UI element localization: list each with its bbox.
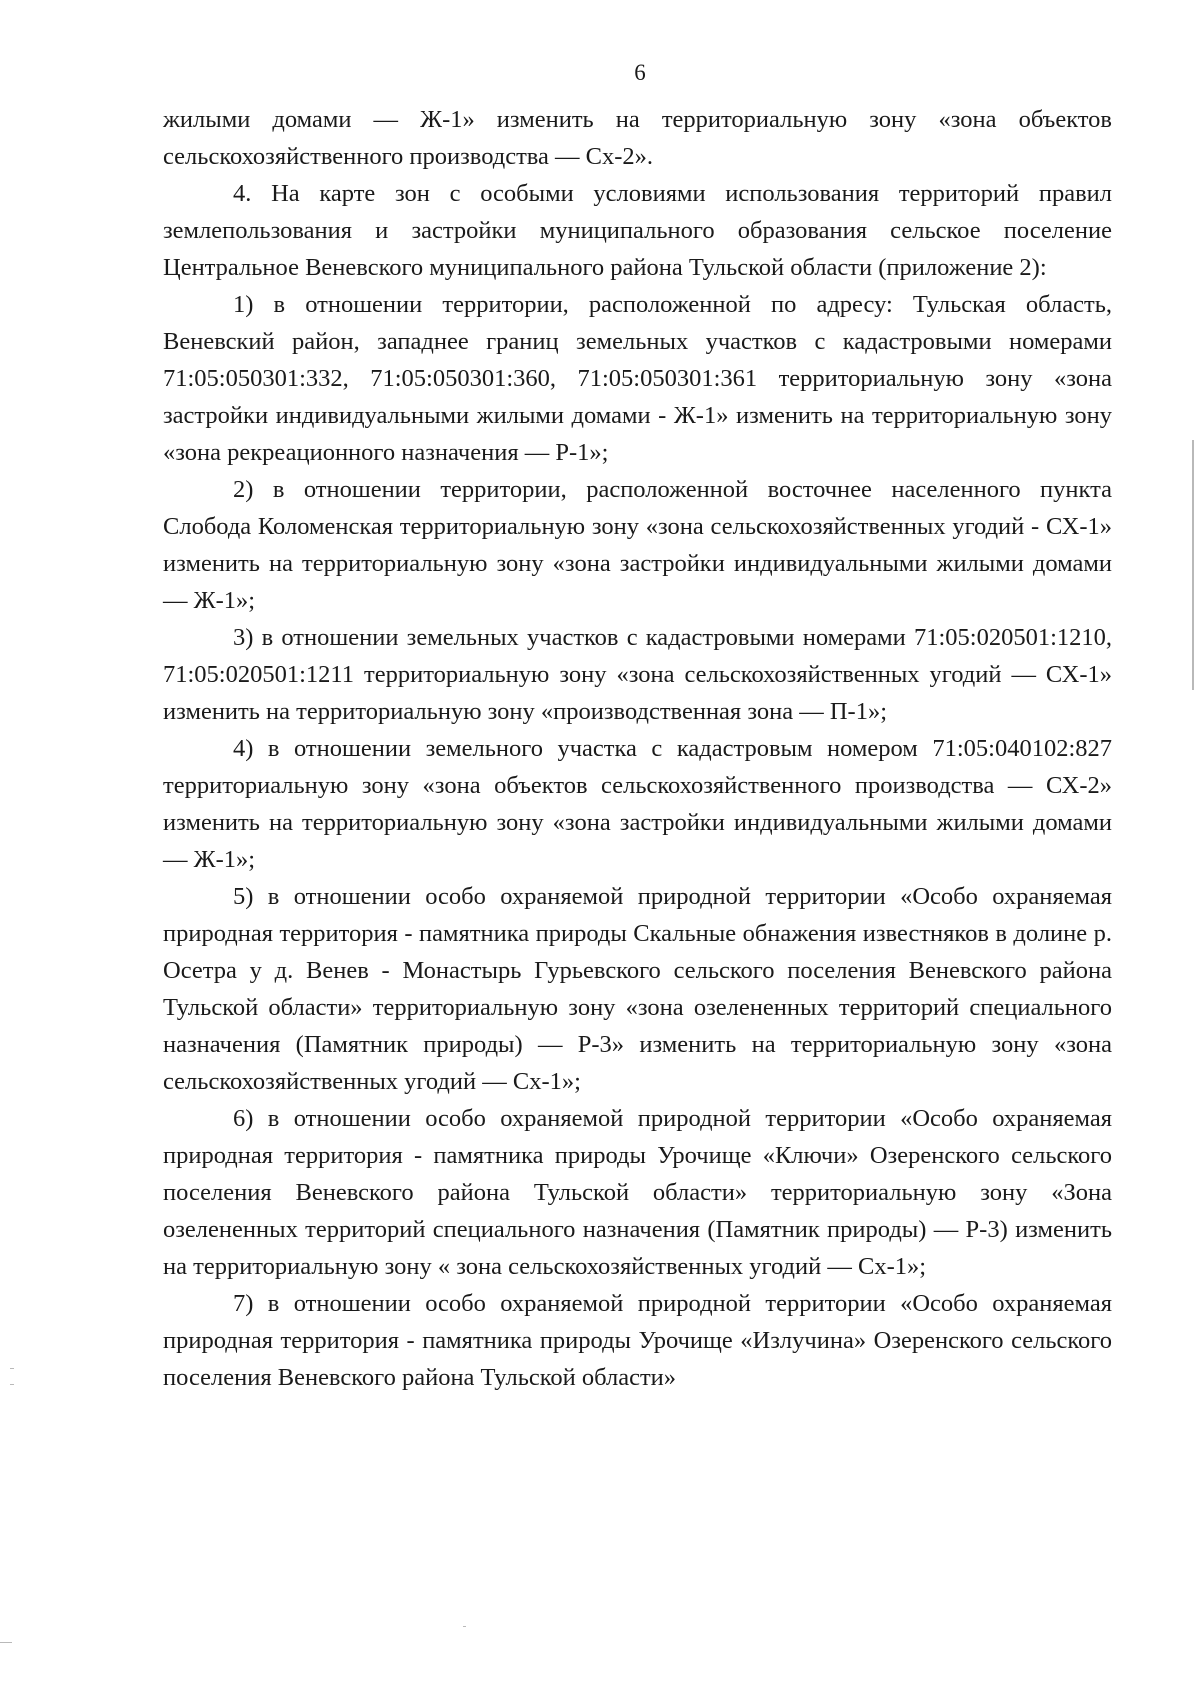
paragraph-subitem-5: 5) в отношении особо охраняемой природной территории «Особо охраняемая природная территория - памятника природы Скальные обнажения известняков в долине р. Осетра у д. Венев - Монастырь Гурьевского сельского поселения Веневского района Тульской области» территориальную зону «зона озелененных территорий специального назначения (Памятник природы) — Р-3» изменить на территориальную зону «зона сельскохозяйственных угодий — Сх-1»;	[163, 883, 1112, 1095]
paragraph-continuation: жилыми домами — Ж-1» изменить на территориальную зону «зона объектов сельскохозяйственного производства — Сх-2».	[163, 106, 1112, 170]
scan-edge-mark	[0, 1642, 12, 1643]
paragraph-subitem-3: 3) в отношении земельных участков с кадастровыми номерами 71:05:020501:1210, 71:05:020501:1211 территориальную зону «зона сельскохозяйственных угодий — СХ-1» изменить на территориальную зону «производственная зона — П-1»;	[163, 624, 1112, 725]
scan-edge-mark	[10, 1384, 14, 1385]
page-number: 6	[634, 60, 646, 85]
paragraph-item-4: 4. На карте зон с особыми условиями использования территорий правил землепользования и застройки муниципального образования сельское поселение Центральное Веневского муниципального района Тульской области (приложение 2):	[163, 180, 1112, 281]
paragraph-subitem-4: 4) в отношении земельного участка с кадастровым номером 71:05:040102:827 территориальную зону «зона объектов сельскохозяйственного производства — СХ-2» изменить на территориальную зону «зона застройки индивидуальными жилыми домами — Ж-1»;	[163, 735, 1112, 873]
paragraph-subitem-7: 7) в отношении особо охраняемой природной территории «Особо охраняемая природная территория - памятника природы Урочище «Излучина» Озеренского сельского поселения Веневского района Тульской области»	[163, 1290, 1112, 1391]
scan-edge-mark	[10, 1368, 14, 1369]
paragraph-subitem-1: 1) в отношении территории, расположенной по адресу: Тульская область, Веневский район, западнее границ земельных участков с кадастровыми номерами 71:05:050301:332, 71:05:050301:360, 71:05:050301:361 территориальную зону «зона застройки индивидуальными жилыми домами - Ж-1» изменить на территориальную зону «зона рекреационного назначения — Р-1»;	[163, 291, 1112, 466]
paragraph-subitem-2: 2) в отношении территории, расположенной восточнее населенного пункта Слобода Коломенская территориальную зону «зона сельскохозяйственных угодий - СХ-1» изменить на территориальную зону «зона застройки индивидуальными жилыми домами — Ж-1»;	[163, 476, 1112, 614]
scan-edge-mark	[1192, 440, 1194, 690]
document-body	[163, 101, 1112, 1396]
paragraph-subitem-6: 6) в отношении особо охраняемой природной территории «Особо охраняемая природная территория - памятника природы Урочище «Ключи» Озеренского сельского поселения Веневского района Тульской области» территориальную зону «Зона озелененных территорий специального назначения (Памятник природы) — Р-3) изменить на территориальную зону « зона сельскохозяйственных угодий — Сх-1»;	[163, 1105, 1112, 1280]
scan-dust-mark	[463, 1626, 466, 1627]
